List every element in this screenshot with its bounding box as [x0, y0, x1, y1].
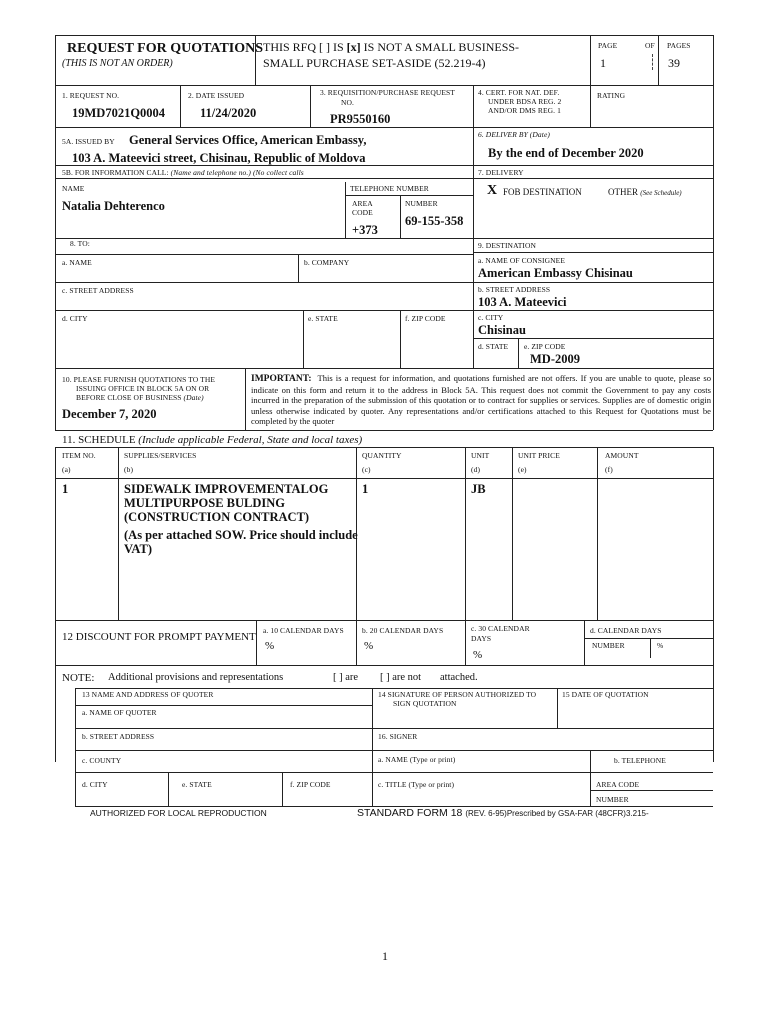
- quotation-date-label[interactable]: 15 DATE OF QUOTATION: [562, 690, 649, 699]
- frame-left: [55, 447, 56, 762]
- discount-a-pct: %: [265, 640, 275, 652]
- quoter-county-label[interactable]: c. COUNTY: [82, 756, 122, 765]
- divider: [282, 772, 283, 806]
- dest-city-label: c. CITY: [478, 313, 504, 322]
- area-code-value: +373: [352, 223, 378, 237]
- cert-label-3: AND/OR DMS REG. 1: [488, 106, 561, 115]
- schedule-heading: [62, 434, 362, 447]
- fob-destination-label: FOB DESTINATION: [503, 187, 582, 197]
- info-call-label: [62, 169, 304, 178]
- contact-name-value: Natalia Dehterenco: [62, 199, 165, 213]
- divider: [55, 282, 713, 283]
- rfq-checkbox-mark[interactable]: [x]: [346, 40, 361, 54]
- divider: [590, 750, 591, 806]
- important-heading: IMPORTANT:: [251, 374, 312, 384]
- divider: [303, 310, 304, 368]
- divider: [512, 447, 513, 620]
- divider: [400, 310, 401, 368]
- quoter-name-label[interactable]: a. NAME OF QUOTER: [82, 708, 157, 717]
- number-label: NUMBER: [405, 199, 438, 208]
- quoter-zip-label[interactable]: f. ZIP CODE: [290, 780, 331, 789]
- consignee-label: a. NAME OF CONSIGNEE: [478, 256, 565, 265]
- divider: [473, 338, 713, 339]
- furnish-date: December 7, 2020: [62, 407, 157, 421]
- to-state-label: e. STATE: [308, 314, 338, 323]
- divider: [345, 182, 346, 238]
- date-issued-label: 2. DATE ISSUED: [188, 91, 245, 100]
- item-no-value: 1: [62, 482, 69, 496]
- discount-d-number-label: NUMBER: [592, 641, 625, 650]
- divider: [168, 772, 169, 806]
- delivery-label: 7. DELIVERY: [478, 168, 524, 177]
- divider: [298, 254, 299, 282]
- divider: [597, 447, 598, 620]
- issued-by-label: 5A. ISSUED BY: [62, 137, 115, 146]
- discount-d-pct: %: [657, 641, 664, 650]
- to-company-label: b. COMPANY: [304, 258, 350, 267]
- page-value: 1: [600, 56, 606, 70]
- date-issued-value: 11/24/2020: [200, 106, 257, 120]
- note-attached: attached.: [440, 672, 478, 683]
- important-notice: [251, 373, 711, 427]
- other-delivery-label: [608, 187, 682, 197]
- info-call-label-text: 5B. FOR INFORMATION CALL:: [62, 168, 169, 177]
- col-sub-c: (c): [362, 465, 371, 474]
- quoter-street-label[interactable]: b. STREET ADDRESS: [82, 732, 155, 741]
- divider: [75, 728, 713, 729]
- signer-label: 16. SIGNER: [378, 732, 418, 741]
- divider: [55, 85, 713, 86]
- signer-title-label[interactable]: c. TITLE (Type or print): [378, 780, 455, 789]
- signer-area-code-label[interactable]: AREA CODE: [596, 780, 640, 789]
- page-label: PAGE: [598, 41, 618, 50]
- divider: [557, 688, 558, 728]
- discount-c-pct: %: [473, 649, 483, 661]
- frame-right: [713, 35, 714, 430]
- item-quantity-value: 1: [362, 482, 369, 496]
- signer-number-label[interactable]: NUMBER: [596, 795, 629, 804]
- to-street-label: c. STREET ADDRESS: [62, 286, 134, 295]
- divider: [650, 638, 651, 658]
- destination-label: 9. DESTINATION: [478, 241, 537, 250]
- requisition-label: 3. REQUISITION/PURCHASE REQUEST: [320, 88, 455, 97]
- frame-right: [713, 447, 714, 762]
- divider: [473, 238, 474, 368]
- form-subtitle: (THIS IS NOT AN ORDER): [62, 58, 173, 69]
- dest-zip-value: MD-2009: [530, 352, 580, 366]
- rating-label: RATING: [597, 91, 626, 100]
- note-are-not-checkbox[interactable]: [ ] are not: [380, 672, 422, 683]
- divider: [55, 127, 713, 128]
- dest-city-value: Chisinau: [478, 323, 526, 337]
- signature-label-1[interactable]: 14 SIGNATURE OF PERSON AUTHORIZED TO: [378, 690, 537, 699]
- col-sub-d: (d): [471, 465, 481, 474]
- divider: [473, 252, 713, 253]
- page-of-separator: [652, 54, 653, 70]
- divider: [55, 447, 713, 448]
- to-city-label: d. CITY: [62, 314, 88, 323]
- divider: [590, 85, 591, 127]
- divider: [658, 35, 659, 85]
- col-sub-b: (b): [124, 465, 134, 474]
- rfq-is-not-text: IS NOT A SMALL BUSINESS-: [363, 40, 520, 54]
- divider: [55, 430, 713, 431]
- to-label: 8. TO:: [70, 239, 90, 248]
- divider: [55, 254, 473, 255]
- divider: [180, 85, 181, 127]
- dest-zip-label: e. ZIP CODE: [524, 342, 566, 351]
- signer-name-label[interactable]: a. NAME (Type or print): [378, 755, 456, 764]
- pages-value: 39: [668, 56, 680, 70]
- to-name-label: a. NAME: [62, 258, 92, 267]
- note-label: NOTE:: [62, 672, 95, 684]
- number-value: 69-155-358: [405, 214, 464, 228]
- item-desc-line2: MULTIPURPOSE BULDING: [124, 496, 286, 510]
- discount-a-label: a. 10 CALENDAR DAYS: [263, 626, 344, 635]
- col-supplies: SUPPLIES/SERVICES: [124, 451, 197, 460]
- dest-state-label: d. STATE: [478, 342, 509, 351]
- divider: [55, 368, 713, 369]
- item-unit-value: JB: [471, 482, 486, 496]
- frame-top: [55, 35, 713, 36]
- of-label: OF: [645, 41, 655, 50]
- frame-left: [55, 35, 56, 430]
- requisition-label-no: NO.: [341, 98, 355, 107]
- footer-form-number: STANDARD FORM 18: [357, 807, 463, 819]
- request-no-label: 1. REQUEST NO.: [62, 91, 120, 100]
- item-desc-line1: SIDEWALK IMPROVEMENTALOG: [124, 482, 329, 496]
- divider: [584, 620, 585, 665]
- signer-telephone-label[interactable]: b. TELEPHONE: [614, 756, 666, 765]
- fob-check-mark[interactable]: X: [487, 183, 498, 198]
- other-label-note: (See Schedule): [640, 189, 682, 197]
- deliver-by-label: 6. DELIVER BY (Date): [478, 130, 550, 139]
- discount-c-label-1: c. 30 CALENDAR: [471, 624, 530, 633]
- discount-c-label-2: DAYS: [471, 634, 492, 643]
- discount-b-label: b. 20 CALENDAR DAYS: [362, 626, 444, 635]
- col-sub-f: (f): [605, 465, 613, 474]
- divider: [55, 178, 473, 179]
- item-desc-line5: VAT): [124, 542, 153, 556]
- furnish-label-3-note: (Date): [183, 393, 204, 402]
- divider: [400, 195, 401, 238]
- discount-d-label: d. CALENDAR DAYS: [590, 626, 662, 635]
- divider: [75, 772, 713, 773]
- discount-b-pct: %: [364, 640, 374, 652]
- schedule-label: 11. SCHEDULE: [62, 434, 136, 446]
- deliver-by-value: By the end of December 2020: [488, 146, 644, 160]
- consignee-value: American Embassy Chisinau: [478, 266, 633, 280]
- divider: [118, 447, 119, 620]
- request-no-value: 19MD7021Q0004: [72, 106, 166, 120]
- cert-label-2: UNDER BDSA REG. 2: [488, 97, 562, 106]
- note-text: Additional provisions and representations: [108, 672, 284, 683]
- col-unit: UNIT: [471, 451, 490, 460]
- divider: [590, 35, 591, 85]
- item-desc-line3: (CONSTRUCTION CONTRACT): [124, 510, 310, 524]
- divider: [473, 85, 474, 127]
- requisition-value: PR9550160: [330, 112, 391, 126]
- contact-name-label: NAME: [62, 184, 85, 193]
- furnish-label-3-text: BEFORE CLOSE OF BUSINESS: [76, 393, 182, 402]
- divider: [55, 238, 713, 239]
- divider: [75, 750, 713, 751]
- telephone-label: TELEPHONE NUMBER: [350, 184, 429, 193]
- furnish-label-3: [76, 394, 204, 403]
- divider: [245, 368, 246, 430]
- divider: [55, 665, 713, 666]
- furnish-label-1: 10. PLEASE FURNISH QUOTATIONS TO THE: [62, 375, 216, 384]
- dest-street-value: 103 A. Mateevici: [478, 295, 567, 309]
- page-number: 1: [382, 949, 388, 963]
- dest-street-label: b. STREET ADDRESS: [478, 285, 551, 294]
- divider: [310, 85, 311, 127]
- note-are-checkbox[interactable]: [ ] are: [333, 672, 359, 683]
- divider: [345, 195, 473, 196]
- rfq-is-text: THIS RFQ [ ] IS: [263, 40, 344, 54]
- item-desc-line4: (As per attached SOW. Price should include: [124, 528, 358, 542]
- divider: [75, 688, 713, 689]
- quoter-state-label[interactable]: e. STATE: [182, 780, 212, 789]
- important-text: This is a request for information, and quotations furnished are not offers. If you are unable to quote, please so indicate on this form and return it to the address in Block 5A. This request does not commit the Government to pay any costs incurred in the preparation of the submission of this quotation or to contract for supplies or services. Supplies are of domestic origin unless otherwise indicated by quoter. Any representations and/or certifications attached to this Request for Quotations must be completed by the quoter: [251, 373, 711, 427]
- divider: [256, 620, 257, 665]
- divider: [356, 620, 357, 665]
- area-code-label-2: CODE: [352, 208, 373, 217]
- area-code-label-1: AREA: [352, 199, 373, 208]
- divider: [55, 310, 713, 311]
- footer-revision: (REV. 6-95)Prescribed by GSA-FAR (48CFR)3.215-: [465, 809, 649, 818]
- quoter-city-label[interactable]: d. CITY: [82, 780, 108, 789]
- divider: [584, 638, 713, 639]
- discount-label: 12 DISCOUNT FOR PROMPT PAYMENT: [62, 631, 256, 643]
- rfq-setaside-line1: [263, 41, 519, 55]
- col-quantity: QUANTITY: [362, 451, 402, 460]
- info-call-label-note: (Name and telephone no.) (No collect calls: [170, 168, 304, 177]
- divider: [75, 705, 372, 706]
- furnish-label-2: ISSUING OFFICE IN BLOCK 5A ON OR: [76, 384, 210, 393]
- rfq-setaside-line2: SMALL PURCHASE SET-ASIDE (52.219-4): [263, 56, 486, 70]
- divider: [465, 447, 466, 620]
- footer-standard-form: [357, 807, 649, 819]
- col-item-no: ITEM NO.: [62, 451, 96, 460]
- schedule-label-note: (Include applicable Federal, State and local taxes): [138, 434, 363, 446]
- quoter-label: 13 NAME AND ADDRESS OF QUOTER: [82, 690, 214, 699]
- signature-label-2: SIGN QUOTATION: [393, 699, 457, 708]
- pages-label: PAGES: [667, 41, 691, 50]
- issued-by-line2: 103 A. Mateevici street, Chisinau, Republic of Moldova: [72, 151, 366, 165]
- form-title: REQUEST FOR QUOTATIONS: [67, 41, 264, 56]
- divider: [473, 127, 474, 238]
- col-amount: AMOUNT: [605, 451, 639, 460]
- other-label-text: OTHER: [608, 187, 638, 197]
- divider: [590, 790, 713, 791]
- cert-label-1: 4. CERT. FOR NAT. DEF.: [478, 88, 560, 97]
- col-sub-a: (a): [62, 465, 71, 474]
- divider: [518, 338, 519, 368]
- footer-authorized: AUTHORIZED FOR LOCAL REPRODUCTION: [90, 808, 267, 818]
- divider: [372, 688, 373, 806]
- divider: [473, 178, 713, 179]
- col-unit-price: UNIT PRICE: [518, 451, 560, 460]
- divider: [55, 478, 713, 479]
- col-sub-e: (e): [518, 465, 527, 474]
- issued-by-line1: General Services Office, American Embassy,: [129, 133, 367, 147]
- divider: [55, 620, 713, 621]
- to-zip-label: f. ZIP CODE: [405, 314, 446, 323]
- divider: [465, 620, 466, 665]
